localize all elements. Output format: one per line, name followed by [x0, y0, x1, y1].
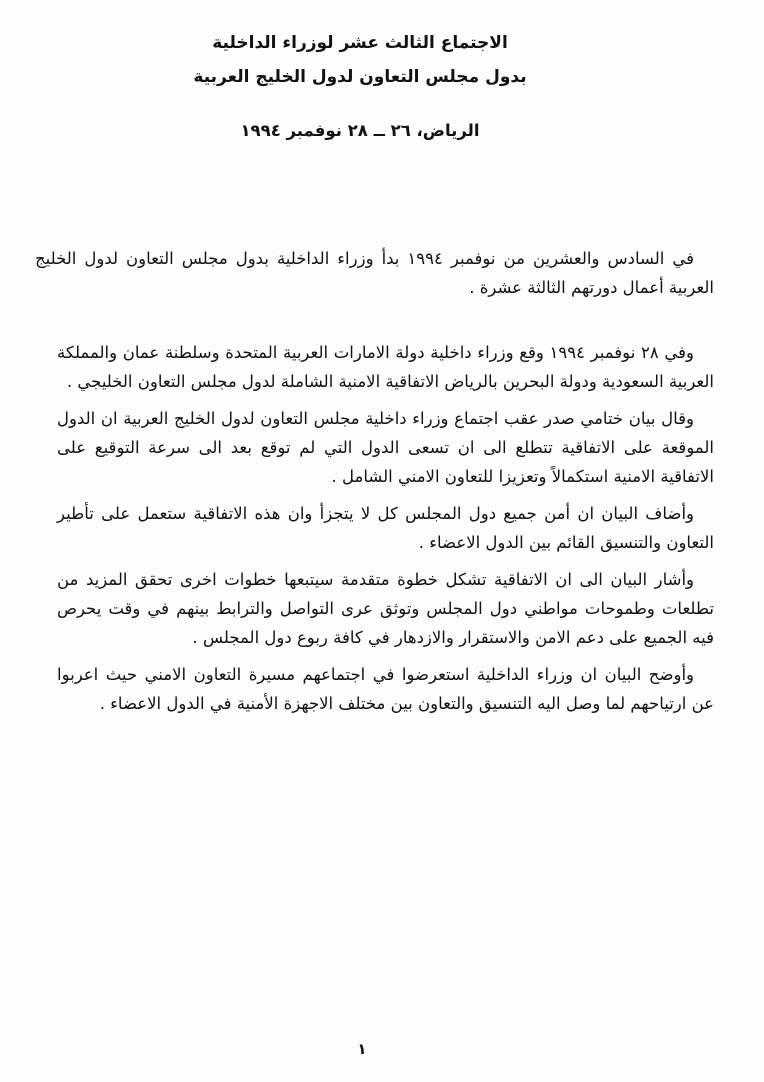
document-title-line2: بدول مجلس التعاون لدول الخليج العربية — [193, 67, 527, 87]
paragraph: وأضاف البيان ان أمن جميع دول المجلس كل لا يتجزأ وان هذه الاتفاقية ستعمل على تأطير التعاون والتنسيق القائم بين الدول الاعضاء . — [57, 504, 714, 552]
document-date-location: الرياض، ٢٦ ــ ٢٨ نوفمبر ١٩٩٤ — [240, 121, 480, 140]
paragraph: وأشار البيان الى ان الاتفاقية تشكل خطوة متقدمة سيتبعها خطوات اخرى تحقق المزيد من تطلعات وطموحات مواطني دول المجلس وتوثق عرى التواصل والترابط بينهم في وقت يحرص فيه الجميع على دعم الامن والاستقرار والازدهار في كافة ربوع دول المجلس . — [57, 570, 714, 647]
paragraph: وقال بيان ختامي صدر عقب اجتماع وزراء داخلية مجلس التعاون لدول الخليج العربية ان الدول الموقعة على الاتفاقية تتطلع الى ان تسعى الدول التي لم توقع بعد الى سرعة التوقيع على الاتفاقية الامنية استكمالاً وتعزيزا للتعاون الامني الشامل . — [57, 409, 714, 486]
paragraph: وأوضح البيان ان وزراء الداخلية استعرضوا في اجتماعهم مسيرة التعاون الامني حيث اعربوا عن ارتياحهم لما وصل اليه التنسيق والتعاون بين مختلف الاجهزة الأمنية في الدول الاعضاء . — [57, 665, 714, 713]
page-number: ١ — [357, 1040, 367, 1058]
document-title-line1: الاجتماع الثالث عشر لوزراء الداخلية — [212, 33, 508, 53]
paragraph: في السادس والعشرين من نوفمبر ١٩٩٤ بدأ وزراء الداخلية بدول مجلس التعاون لدول الخليج العربية أعمال دورتهم الثالثة عشرة . — [35, 249, 714, 297]
document-body — [35, 244, 714, 718]
document-header — [32, 26, 688, 140]
paragraph: وفي ٢٨ نوفمبر ١٩٩٤ وقع وزراء داخلية دولة الامارات العربية المتحدة وسلطنة عمان والمملكة العربية السعودية ودولة البحرين بالرياض الاتفاقية الامنية الشاملة لدول مجلس التعاون الخليجي . — [57, 343, 714, 391]
